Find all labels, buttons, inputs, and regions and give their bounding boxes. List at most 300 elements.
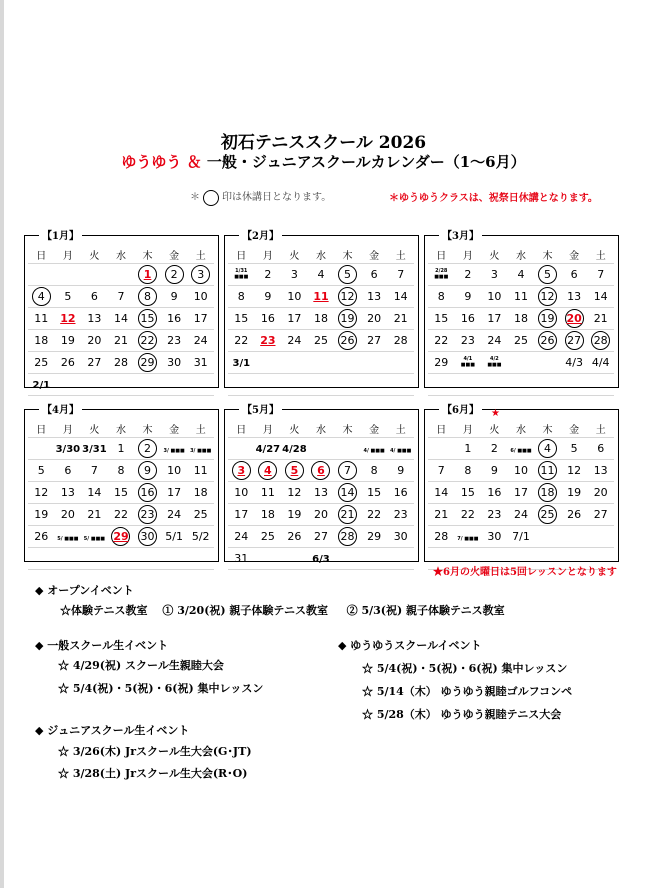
calendar-day-cell <box>81 504 108 526</box>
calendar-day-cell <box>334 330 361 352</box>
day-number: 24 <box>287 334 302 347</box>
calendar-day-cell <box>428 330 455 352</box>
weekday-header: 火 <box>281 419 308 438</box>
calendar-day-cell <box>428 352 455 374</box>
day-number: 13 <box>367 290 382 303</box>
page-title: 初石テニススクール 2026 <box>220 133 427 153</box>
calendar-day-cell <box>334 526 361 548</box>
calendar-day-cell <box>161 286 188 308</box>
day-number: 13 <box>60 486 75 499</box>
calendar-month-label: 【5月】 <box>239 401 282 416</box>
weekday-header: 金 <box>161 245 188 264</box>
calendar-grid <box>228 419 414 570</box>
calendar-day-cell <box>28 308 55 330</box>
day-number: 27 <box>367 334 382 347</box>
calendar-day-cell <box>108 374 135 396</box>
calendar-day-cell <box>187 352 214 374</box>
day-number: 26 <box>287 530 302 543</box>
calendar-day-cell <box>455 286 482 308</box>
calendar-day-cell <box>455 526 482 548</box>
calendar-day-cell <box>387 330 414 352</box>
general-event-item: ☆ 5/4(祝)・5(祝)・6(祝) 集中レッスン <box>58 682 264 695</box>
holiday-day-number: 28 <box>338 527 357 546</box>
day-number: 15 <box>234 312 249 325</box>
day-number: 13 <box>593 464 608 477</box>
calendar-day-cell <box>587 482 614 504</box>
calendar-week-row <box>428 526 614 548</box>
day-number: 4/27 <box>255 444 281 455</box>
calendar-day-cell <box>334 286 361 308</box>
calendar-day-cell <box>361 438 388 460</box>
day-number: 18 <box>513 312 528 325</box>
calendar-day-cell <box>134 374 161 396</box>
calendar-day-cell <box>534 438 561 460</box>
day-number: 21 <box>87 508 102 521</box>
calendar-day-cell <box>228 482 255 504</box>
holiday-day-number: 4 <box>32 287 51 306</box>
day-number: 20 <box>60 508 75 521</box>
calendar-day-cell <box>508 374 535 396</box>
calendar-day-cell <box>387 374 414 396</box>
holiday-day-number: 21 <box>338 505 357 524</box>
calendar-grid <box>28 245 214 396</box>
day-number: 22 <box>434 334 449 347</box>
calendar-day-cell <box>228 352 255 374</box>
calendar-day-cell <box>561 264 588 286</box>
calendar-day-cell <box>428 286 455 308</box>
day-number: 2/28 ■■■ <box>434 268 449 280</box>
yuyu-event-item: ☆ 5/14（木） ゆうゆう親睦ゴルフコンペ <box>362 685 573 698</box>
calendar-day-cell <box>334 504 361 526</box>
calendar-day-cell <box>81 374 108 396</box>
calendar-day-cell <box>55 438 82 460</box>
calendar-day-cell <box>508 438 535 460</box>
calendar-jan <box>24 231 219 391</box>
calendar-day-cell <box>134 352 161 374</box>
calendar-day-cell <box>587 264 614 286</box>
day-number: 15 <box>434 312 449 325</box>
calendar-day-cell <box>334 482 361 504</box>
day-number: 11 <box>313 290 329 303</box>
calendar-day-cell <box>455 482 482 504</box>
calendar-day-cell <box>134 548 161 570</box>
calendar-day-cell <box>255 352 282 374</box>
june-tuesday-star-icon: ★ <box>491 408 500 419</box>
calendar-day-cell <box>28 482 55 504</box>
calendar-day-cell <box>587 526 614 548</box>
calendar-day-cell <box>587 374 614 396</box>
calendar-day-cell <box>228 504 255 526</box>
day-number: 23 <box>260 334 276 347</box>
calendar-day-cell <box>308 308 335 330</box>
calendar-day-cell <box>587 286 614 308</box>
calendar-grid <box>428 419 614 570</box>
calendar-day-cell <box>281 526 308 548</box>
weekday-header: 金 <box>561 245 588 264</box>
calendar-week-row <box>228 308 414 330</box>
day-number: 6 <box>570 268 578 281</box>
calendar-day-cell <box>534 352 561 374</box>
day-number: 11 <box>34 312 49 325</box>
weekday-header: 金 <box>361 419 388 438</box>
weekday-header: 金 <box>561 419 588 438</box>
calendar-day-cell <box>281 286 308 308</box>
day-number: 9 <box>170 290 178 303</box>
weekday-header: 火 <box>81 245 108 264</box>
holiday-day-number: 15 <box>138 309 157 328</box>
day-number: 3/31 <box>82 444 107 455</box>
calendar-day-cell <box>308 286 335 308</box>
calendar-day-cell <box>108 482 135 504</box>
calendar-day-cell <box>455 330 482 352</box>
calendar-day-cell <box>334 352 361 374</box>
calendar-day-cell <box>55 374 82 396</box>
calendar-day-cell <box>134 460 161 482</box>
holiday-day-number: 8 <box>138 287 157 306</box>
calendar-day-cell <box>28 526 55 548</box>
calendar-grid <box>28 419 214 570</box>
weekday-header: 木 <box>134 419 161 438</box>
calendar-day-cell <box>361 286 388 308</box>
day-number: 16 <box>487 486 502 499</box>
day-number: 15 <box>367 486 382 499</box>
day-number: 2 <box>264 268 272 281</box>
calendar-day-cell <box>561 438 588 460</box>
day-number: 25 <box>313 334 328 347</box>
calendar-day-cell <box>187 286 214 308</box>
weekday-header: 火 <box>481 419 508 438</box>
weekday-header: 土 <box>387 419 414 438</box>
calendar-day-cell <box>508 504 535 526</box>
day-number: 24 <box>193 334 208 347</box>
weekday-header: 日 <box>228 245 255 264</box>
calendar-day-cell <box>55 526 82 548</box>
calendar-day-cell <box>481 330 508 352</box>
day-number: 3 <box>490 268 498 281</box>
day-number: 10 <box>167 464 182 477</box>
calendar-day-cell <box>281 482 308 504</box>
calendar-day-cell <box>255 438 282 460</box>
calendar-day-cell <box>508 460 535 482</box>
day-number: 28 <box>434 530 449 543</box>
holiday-day-number: 6 <box>311 461 330 480</box>
calendar-day-cell <box>161 264 188 286</box>
weekday-header: 木 <box>134 245 161 264</box>
calendar-day-cell <box>534 526 561 548</box>
holiday-day-number: 1 <box>138 265 157 284</box>
day-number: 5 <box>64 290 72 303</box>
day-number: 3/ ■■■ <box>163 448 185 454</box>
calendar-week-row <box>228 482 414 504</box>
weekday-header: 月 <box>455 245 482 264</box>
calendar-day-cell <box>187 460 214 482</box>
calendar-day-cell <box>481 460 508 482</box>
calendar-week-row <box>28 308 214 330</box>
calendar-day-cell <box>55 308 82 330</box>
calendar-day-cell <box>108 308 135 330</box>
calendar-day-cell <box>428 526 455 548</box>
day-number: 8 <box>237 290 245 303</box>
day-number: 29 <box>367 530 382 543</box>
day-number: 4/28 <box>282 444 307 455</box>
day-number: 26 <box>60 356 75 369</box>
weekday-header: 木 <box>534 245 561 264</box>
calendar-day-cell <box>587 438 614 460</box>
calendar-day-cell <box>455 264 482 286</box>
calendar-day-cell <box>508 482 535 504</box>
holiday-day-number: 26 <box>338 331 357 350</box>
weekday-header: 日 <box>428 419 455 438</box>
calendar-day-cell <box>387 308 414 330</box>
day-number: 12 <box>34 486 49 499</box>
calendar-day-cell <box>587 460 614 482</box>
weekday-header: 月 <box>455 419 482 438</box>
day-number: 23 <box>487 508 502 521</box>
day-number: 20 <box>87 334 102 347</box>
day-number: 4/ ■■■ <box>363 448 385 454</box>
day-number: 21 <box>434 508 449 521</box>
calendar-day-cell <box>561 526 588 548</box>
day-number: 12 <box>60 312 76 325</box>
calendar-day-cell <box>387 460 414 482</box>
calendar-day-cell <box>28 264 55 286</box>
day-number: 14 <box>593 290 608 303</box>
day-number: 30 <box>487 530 502 543</box>
calendar-week-row <box>228 330 414 352</box>
calendar-day-cell <box>281 438 308 460</box>
holiday-day-number: 29 <box>138 353 157 372</box>
calendar-day-cell <box>361 264 388 286</box>
weekday-header: 日 <box>28 245 55 264</box>
day-number: 1 <box>464 442 472 455</box>
calendar-day-cell <box>308 504 335 526</box>
calendar-day-cell <box>561 352 588 374</box>
day-number: 8 <box>437 290 445 303</box>
day-number: 23 <box>460 334 475 347</box>
calendar-day-cell <box>28 548 55 570</box>
calendar-week-row <box>28 374 214 396</box>
holiday-day-number: 4 <box>538 439 557 458</box>
calendar-day-cell <box>308 526 335 548</box>
calendar-day-cell <box>55 264 82 286</box>
calendar-day-cell <box>481 438 508 460</box>
calendar-day-cell <box>361 460 388 482</box>
calendar-day-cell <box>334 548 361 570</box>
calendar-day-cell <box>334 460 361 482</box>
calendar-day-cell <box>228 264 255 286</box>
weekday-header: 月 <box>255 245 282 264</box>
calendar-day-cell <box>534 482 561 504</box>
day-number: 5/1 <box>165 530 183 543</box>
day-number: 6 <box>370 268 378 281</box>
calendar-day-cell <box>361 308 388 330</box>
calendar-day-cell <box>161 482 188 504</box>
day-number: 3/1 <box>232 358 251 369</box>
junior-event-item: ☆ 3/28(土) Jrスクール生大会(R･O) <box>58 767 248 780</box>
circle-legend-icon <box>203 190 219 206</box>
day-number: 3/ ■■■ <box>190 448 212 454</box>
weekday-header: 水 <box>108 419 135 438</box>
holiday-day-number: 20 <box>565 309 584 328</box>
calendar-day-cell <box>28 374 55 396</box>
holiday-day-number: 4 <box>258 461 277 480</box>
day-number: 9 <box>490 464 498 477</box>
holiday-day-number: 12 <box>538 287 557 306</box>
weekday-header: 水 <box>508 419 535 438</box>
day-number: 9 <box>464 290 472 303</box>
calendar-day-cell <box>587 504 614 526</box>
weekday-header: 月 <box>55 419 82 438</box>
day-number: 25 <box>34 356 49 369</box>
holiday-day-number: 19 <box>338 309 357 328</box>
calendar-jun <box>424 405 619 562</box>
calendar-day-cell <box>187 264 214 286</box>
day-number: 7 <box>437 464 445 477</box>
junior-event-item: ☆ 3/26(木) Jrスクール生大会(G･JT) <box>58 745 252 758</box>
day-number: 13 <box>567 290 582 303</box>
day-number: 2 <box>464 268 472 281</box>
day-number: 18 <box>193 486 208 499</box>
holiday-day-number: 25 <box>538 505 557 524</box>
day-number: 24 <box>167 508 182 521</box>
calendar-day-cell <box>255 264 282 286</box>
calendar-day-cell <box>134 264 161 286</box>
day-number: 16 <box>393 486 408 499</box>
calendar-day-cell <box>81 482 108 504</box>
calendar-day-cell <box>561 460 588 482</box>
calendar-day-cell <box>481 308 508 330</box>
calendar-day-cell <box>481 352 508 374</box>
calendar-day-cell <box>281 264 308 286</box>
calendar-day-cell <box>55 460 82 482</box>
calendar-week-row <box>428 504 614 526</box>
calendar-day-cell <box>81 286 108 308</box>
calendar-week-row <box>228 374 414 396</box>
calendar-week-row <box>28 264 214 286</box>
calendar-feb <box>224 231 419 388</box>
day-number: 10 <box>193 290 208 303</box>
calendar-day-cell <box>108 526 135 548</box>
day-number: 15 <box>460 486 475 499</box>
day-number: 18 <box>260 508 275 521</box>
calendar-week-row <box>428 286 614 308</box>
yuyu-holiday-note: ＊ゆうゆうクラスは、祝祭日休講となります。 <box>389 193 598 204</box>
day-number: 25 <box>513 334 528 347</box>
calendar-day-cell <box>81 308 108 330</box>
day-number: 24 <box>513 508 528 521</box>
calendar-week-row <box>228 548 414 570</box>
calendar-day-cell <box>428 438 455 460</box>
calendar-week-row <box>28 460 214 482</box>
notes-row <box>0 186 647 206</box>
day-number: 19 <box>34 508 49 521</box>
general-event-heading: ◆ 一般スクール生イベント <box>35 639 169 652</box>
day-number: 4/1 ■■■ <box>460 356 475 368</box>
calendar-day-cell <box>228 330 255 352</box>
calendar-day-cell <box>387 264 414 286</box>
calendar-day-cell <box>561 374 588 396</box>
weekday-header: 日 <box>228 419 255 438</box>
calendar-day-cell <box>387 504 414 526</box>
open-event-heading: ◆ オープンイベント <box>35 584 134 597</box>
day-number: 18 <box>34 334 49 347</box>
weekday-header: 火 <box>481 245 508 264</box>
calendar-week-row <box>428 460 614 482</box>
day-number: 9 <box>264 290 272 303</box>
day-number: 6 <box>90 290 98 303</box>
calendar-day-cell <box>228 460 255 482</box>
calendar-day-cell <box>108 460 135 482</box>
holiday-day-number: 30 <box>138 527 157 546</box>
day-number: 6 <box>64 464 72 477</box>
weekday-header: 水 <box>508 245 535 264</box>
day-number: 4/2 ■■■ <box>487 356 502 368</box>
calendar-day-cell <box>387 526 414 548</box>
holiday-day-number: 29 <box>111 527 130 546</box>
holiday-day-number: 2 <box>138 439 157 458</box>
calendar-day-cell <box>161 504 188 526</box>
day-number: 7/ ■■■ <box>457 536 479 542</box>
day-number: 8 <box>117 464 125 477</box>
day-number: 22 <box>460 508 475 521</box>
calendar-week-row <box>28 526 214 548</box>
day-number: 19 <box>60 334 75 347</box>
calendar-day-cell <box>534 374 561 396</box>
day-number: 4 <box>517 268 525 281</box>
calendar-day-cell <box>334 438 361 460</box>
calendar-day-cell <box>255 330 282 352</box>
calendar-week-row <box>28 438 214 460</box>
weekday-header: 木 <box>534 419 561 438</box>
day-number: 7 <box>117 290 125 303</box>
holiday-day-number: 5 <box>285 461 304 480</box>
day-number: 3/30 <box>55 444 81 455</box>
calendar-day-cell <box>361 526 388 548</box>
calendar-month-label: 【2月】 <box>239 227 282 242</box>
calendar-day-cell <box>108 548 135 570</box>
calendar-day-cell <box>455 352 482 374</box>
day-number: 16 <box>260 312 275 325</box>
calendar-day-cell <box>134 482 161 504</box>
calendar-day-cell <box>255 504 282 526</box>
day-number: 5/ ■■■ <box>83 536 106 542</box>
calendar-day-cell <box>281 352 308 374</box>
day-number: 17 <box>193 312 208 325</box>
calendar-day-cell <box>334 308 361 330</box>
calendar-day-cell <box>481 374 508 396</box>
weekday-header: 木 <box>334 419 361 438</box>
calendar-day-cell <box>81 438 108 460</box>
day-number: 26 <box>567 508 582 521</box>
calendar-week-row <box>428 352 614 374</box>
calendar-day-cell <box>28 330 55 352</box>
day-number: 31 <box>234 552 249 565</box>
calendar-day-cell <box>228 438 255 460</box>
weekday-header: 月 <box>55 245 82 264</box>
day-number: 21 <box>113 334 128 347</box>
weekday-header: 月 <box>255 419 282 438</box>
calendar-day-cell <box>587 308 614 330</box>
calendar-grid <box>428 245 614 396</box>
day-number: 24 <box>234 530 249 543</box>
calendar-day-cell <box>387 482 414 504</box>
day-number: 27 <box>87 356 102 369</box>
calendar-day-cell <box>187 374 214 396</box>
calendar-day-cell <box>308 330 335 352</box>
day-number: 17 <box>287 312 302 325</box>
holiday-day-number: 26 <box>538 331 557 350</box>
day-number: 28 <box>393 334 408 347</box>
